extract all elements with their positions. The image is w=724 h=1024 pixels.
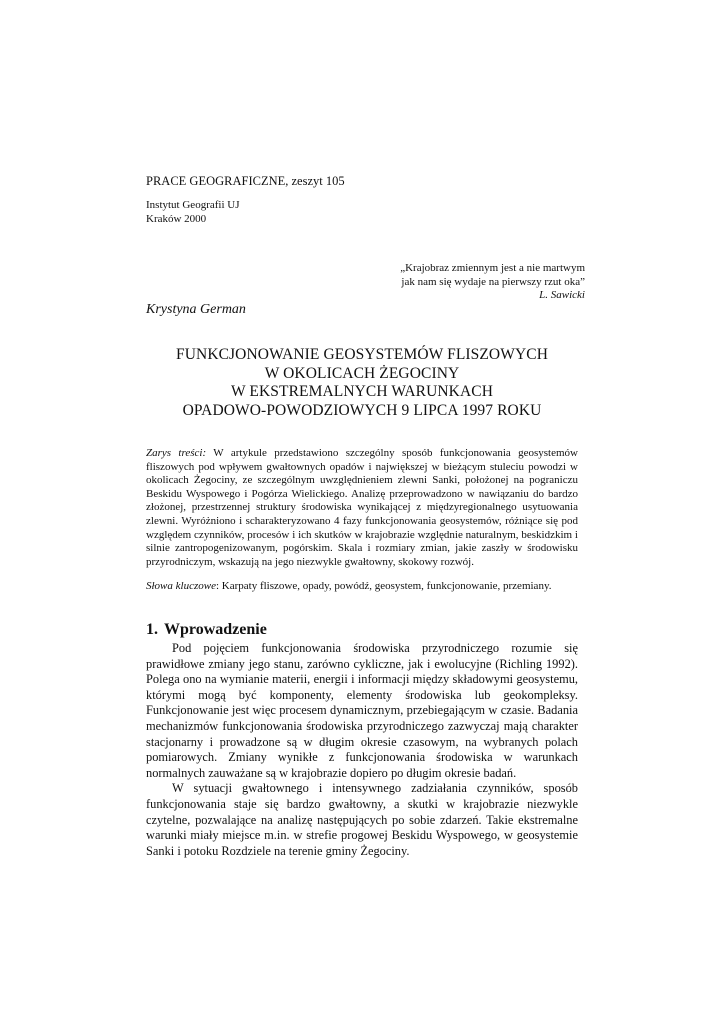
epigraph-line-2: jak nam się wydaje na pierwszy rzut oka” xyxy=(401,275,585,288)
keywords-label: Słowa kluczowe xyxy=(146,580,216,592)
author-name: Krystyna German xyxy=(146,302,246,317)
keywords xyxy=(146,580,578,594)
abstract-text: W artykule przedstawiono szczególny sposób funkcjonowania geosystemów fliszowych pod wpływem gwałtownych opadów i największej w bieżącym stuleciu powodzi w okolicach Żegociny, ze szczególnym uwzględnieniem zlewni Sanki, położonej na pograniczu Beskidu Wyspowego i Pogórza Wielickiego. Analizę przeprowadzono w nawiązaniu do bardzo złożonej, przestrzennej struktury środowiska wynikającej z międzyregionalnego usytuowania zlewni. Wyróżniono i scharakteryzowano 4 fazy funkcjonowania geosystemów, różniące się pod względem czynników, procesów i ich skutków w krajobrazie względnie naturalnym, beskidzkim i silnie zantropogenizowanym, pogórskim. Skala i rozmiary zmian, jakie zaszły w środowisku przyrodniczym, wskazują na jego niezwykle gwałtowny, skokowy rozwój. xyxy=(146,447,578,568)
institute-line: Instytut Geografii UJ xyxy=(146,199,240,211)
journal-header: PRACE GEOGRAFICZNE, zeszyt 105 xyxy=(146,174,345,188)
body-paragraph-1: Pod pojęciem funkcjonowania środowiska przyrodniczego rozumie się prawidłowe zmiany jego stanu, zarówno cykliczne, jak i ewolucyjne (Richling 1992). Polega ono na wymianie materii, energii i informacji między składowymi geosystemu, którymi mogą być komponenty, elementy środowiska lub geokompleksy. Funkcjonowanie jest więc procesem dynamicznym, przebiegającym w czasie. Badania mechanizmów funkcjonowania środowiska przyrodniczego zazwyczaj mają charakter stacjonarny i prowadzone są w długim okresie czasowym, na wybranych polach pomiarowych. Zmiany wynikłe z funkcjonowania środowiska w warunkach normalnych zauważane są w krajobrazie dopiero po długim okresie badań. xyxy=(146,641,578,780)
body-paragraph-2: W sytuacji gwałtownego i intensywnego zadziałania czynników, sposób funkcjonowania staje się bardzo gwałtowny, a skutki w krajobrazie niezwykle czytelne, pozwalające na analizę następujących po sobie zdarzeń. Takie ekstremalne warunki miały miejsce m.in. w strefie progowej Beskidu Wyspowego, w geosystemie Sanki i potoku Rozdziele na terenie gminy Żegociny. xyxy=(146,781,578,858)
section-heading xyxy=(146,621,267,639)
title-line-4: OPADOWO-POWODZIOWYCH 9 LIPCA 1997 ROKU xyxy=(182,401,542,419)
paper-title xyxy=(146,346,578,420)
abstract-label: Zarys treści: xyxy=(146,447,207,459)
title-line-1: FUNKCJONOWANIE GEOSYSTEMÓW FLISZOWYCH xyxy=(176,346,548,363)
title-line-3: W EKSTREMALNYCH WARUNKACH xyxy=(231,383,493,400)
section-title: Wprowadzenie xyxy=(164,621,267,638)
epigraph-line-1: „Krajobraz zmiennym jest a nie martwym xyxy=(400,262,585,274)
epigraph-author: L. Sawicki xyxy=(539,289,585,301)
section-number: 1. xyxy=(146,621,158,638)
body-text xyxy=(146,641,578,859)
epigraph xyxy=(325,262,585,303)
title-line-2: W OKOLICACH ŻEGOCINY xyxy=(264,364,460,382)
city-year-line: Kraków 2000 xyxy=(146,213,207,225)
keywords-text: : Karpaty fliszowe, opady, powódź, geosystem, funkcjonowanie, przemiany. xyxy=(215,580,552,592)
abstract xyxy=(146,447,578,569)
